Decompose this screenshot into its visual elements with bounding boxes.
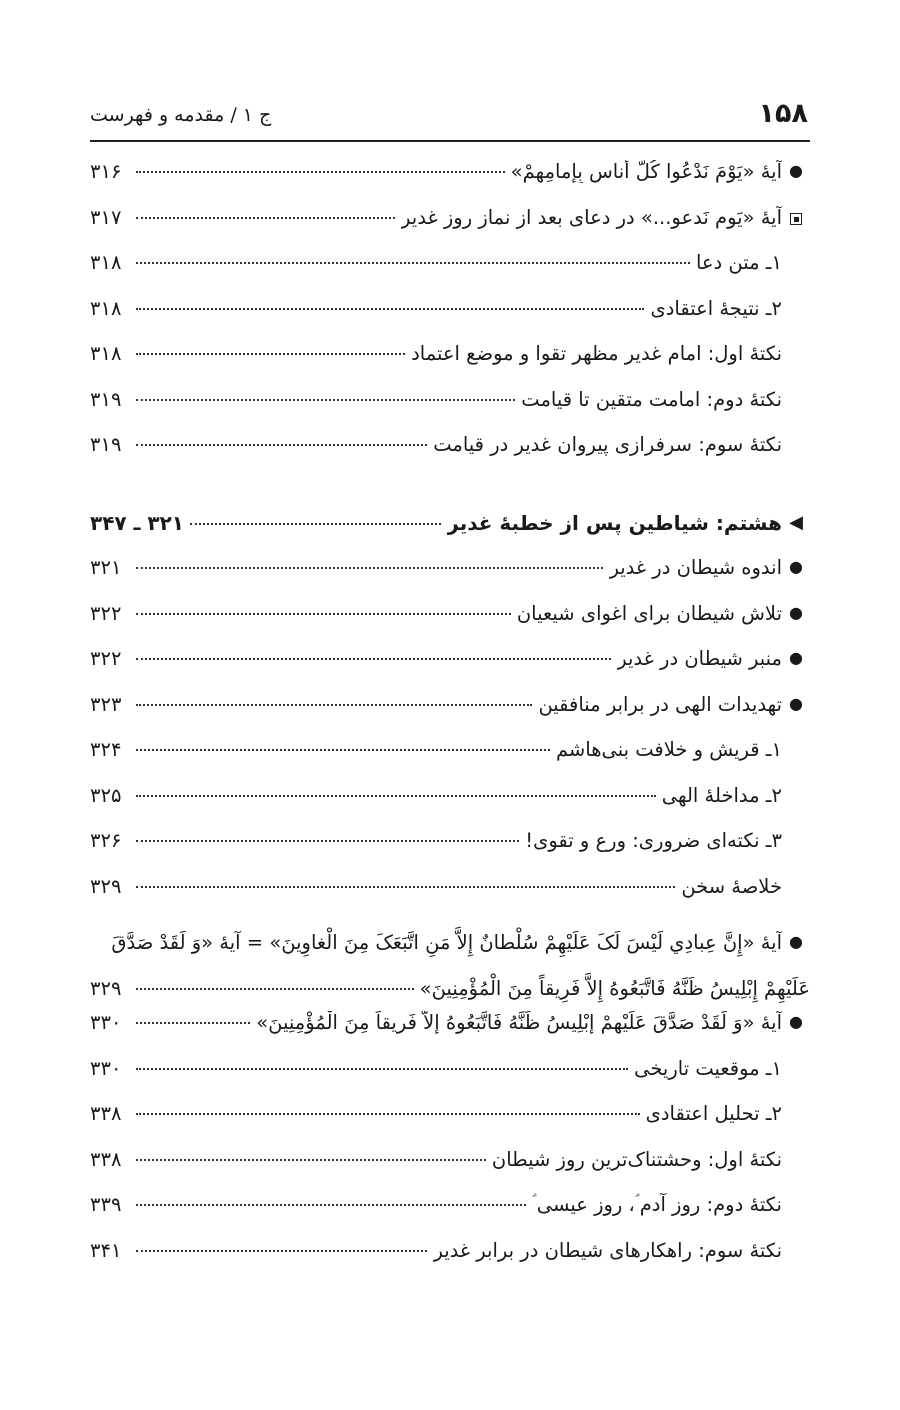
toc-entry-page: ۳۲۶ [90,829,122,852]
toc-entry-page: ۳۲۹ [90,874,122,898]
toc-entry [90,1011,810,1057]
toc-entry-title: ۲ـ تحلیل اعتقادی [645,1102,782,1125]
leader-dots [136,795,656,797]
toc-entry-page: ۳۲۴ [90,738,122,761]
toc-entry-page: ۳۳۰ [90,1011,122,1034]
toc-entry-page: ۳۱۸ [90,342,122,365]
bullet-disc-icon: ● [789,161,803,180]
toc-entry-title: ۱ـ قریش و خلافت بنی‌هاشم [555,738,782,761]
toc-entry-title: ۲ـ مداخلهٔ الهی [661,783,782,807]
leader-dots [190,523,441,525]
running-head: ج ۱ / مقدمه و فهرست [90,104,272,126]
toc-entry [90,829,810,875]
toc-entry-title: ۱ـ متن دعا [695,251,782,274]
toc-entry-page: ۳۲۳ [90,692,122,716]
leader-dots [136,444,427,446]
toc-section-heading [90,511,810,557]
toc-entry-title: آیهٔ «یَوْمَ نَدْعُوا کُلَّ أُناسٍ بِإِمامِهِمْ» [510,160,782,183]
bullet-disc-icon: ● [789,648,803,667]
bullet-disc-icon: ● [789,557,803,576]
bullet-disc-icon: ● [789,693,803,713]
toc-entry-title: آیهٔ «یَوم نَدعو...» در دعای بعد از نماز روز غدیر [401,205,782,229]
toc-entry [90,1239,810,1285]
toc-entry-title: تلاش شیطان برای اغوای شیعیان [516,601,782,625]
toc-entry-page: ۳۴۱ [90,1238,122,1262]
toc-entry [90,875,810,921]
leader-dots [136,1022,250,1024]
table-of-contents [90,160,810,1284]
page-number: ۱۵۸ [758,98,808,129]
toc-entry-page: ۳۱۹ [90,433,122,456]
toc-entry-page: ۳۳۰ [90,1056,122,1080]
leader-dots [136,171,505,173]
toc-entry-title: ۲ـ نتیجهٔ اعتقادی [650,296,782,320]
leader-dots [136,1250,427,1252]
toc-entry-page: ۳۱۸ [90,296,122,320]
toc-entry [90,784,810,830]
toc-entry [90,1102,810,1148]
toc-entry-page: ۳۱۷ [90,205,122,229]
leader-dots [136,1068,628,1070]
leader-dots [136,1204,526,1206]
leader-dots [136,658,611,660]
bullet-disc-icon: ● [789,932,803,951]
toc-entry-title: خلاصهٔ سخن [681,874,782,898]
bullet-arrow-icon: ◀ [789,511,803,533]
toc-entry [90,433,810,479]
toc-entry [90,556,810,602]
leader-dots [136,840,519,842]
toc-entry-title: هشتم: شیاطین پس از خطبهٔ غدیر [447,510,782,535]
toc-entry-title: نکتهٔ سوم: راهکارهای شیطان در برابر غدیر [433,1238,782,1262]
toc-entry-page: ۳۲۵ [90,783,122,807]
bullet-disc-icon: ● [789,602,803,622]
toc-entry-title: منبر شیطان در غدیر [617,647,782,670]
leader-dots [136,262,690,264]
toc-entry [90,388,810,434]
page-header [90,96,810,142]
leader-dots [136,217,395,219]
toc-entry-page: ۳۱۸ [90,251,122,274]
toc-entry [90,602,810,648]
toc-entry [90,693,810,739]
toc-entry [90,297,810,343]
leader-dots [136,1159,486,1161]
toc-entry-title: اندوه شیطان در غدیر [609,556,782,579]
toc-entry [90,342,810,388]
leader-dots [136,988,414,990]
toc-entry [90,647,810,693]
toc-entry-page: ۳۳۹ [90,1193,122,1216]
leader-dots [136,749,550,751]
toc-entry [90,1148,810,1194]
leader-dots [136,308,644,310]
toc-entry-page: ۳۳۸ [90,1147,122,1171]
leader-dots [136,567,603,569]
leader-dots [136,399,515,401]
toc-entry-title: تهدیدات الهی در برابر منافقین [538,692,782,716]
leader-dots [136,613,511,615]
toc-entry [90,1193,810,1239]
toc-entry-page: ۳۲۱ ـ ۳۴۷ [90,510,185,535]
toc-entry-title: نکتهٔ دوم: امامت متقین تا قیامت [521,387,782,411]
toc-entry-page: ۳۱۶ [90,160,122,183]
toc-entry-title-line1: آیهٔ «إِنَّ عِبادِي لَيْسَ لَکَ عَلَيْهِمْ سُلْطانٌ إِلاَّ مَنِ اتَّبَعَکَ مِنَ الْغاوِينَ» = آیهٔ «وَ لَقَدْ صَدَّقَ [111,931,782,954]
toc-entry [90,251,810,297]
leader-dots [136,1113,640,1115]
toc-entry [90,160,810,206]
toc-entry-page: ۳۲۹ [90,976,122,1000]
toc-entry [90,1057,810,1103]
toc-entry-page: ۳۲۲ [90,647,122,670]
toc-entry-title: آیهٔ «وَ لَقَدْ صَدَّقَ عَلَيْهِمْ إِبْلِيسُ ظَنَّهُ فَاتَّبَعُوهُ إِلاَّ فَرِيقاً مِنَ الْمُؤْمِنِينَ» [256,1011,782,1034]
toc-entry [90,738,810,784]
toc-entry-title: ۱ـ موقعیت تاریخی [634,1056,782,1080]
toc-entry-title: نکتهٔ سوم: سرفرازی پیروان غدیر در قیامت [433,433,782,456]
toc-entry-page: ۳۱۹ [90,387,122,411]
bullet-disc-icon: ● [789,1012,803,1031]
toc-entry-page: ۳۳۸ [90,1102,122,1125]
toc-entry [90,206,810,252]
toc-entry-title: نکتهٔ دوم: روز آدم ؑ، روز عیسی ؑ [531,1193,782,1216]
toc-entry-title-line2: عَلَيْهِمْ إِبْلِيسُ ظَنَّهُ فَاتَّبَعُوهُ إِلاَّ فَرِيقاً مِنَ الْمُؤْمِنِينَ» [419,976,810,1000]
leader-dots [136,353,405,355]
toc-entry-page: ۳۲۲ [90,601,122,625]
leader-dots [136,704,532,706]
bullet-square-icon [790,213,802,225]
toc-entry-title: نکتهٔ اول: امام غدیر مظهر تقوا و موضع اعتماد [411,342,782,365]
toc-entry-title: نکتهٔ اول: وحشتناک‌ترین روز شیطان [491,1147,782,1171]
toc-entry-title: ۳ـ نکته‌ای ضروری: ورع و تقوی! [525,829,782,852]
toc-entry-page: ۳۲۱ [90,556,122,579]
toc-entry-wrapped [90,920,810,1011]
leader-dots [136,886,675,888]
